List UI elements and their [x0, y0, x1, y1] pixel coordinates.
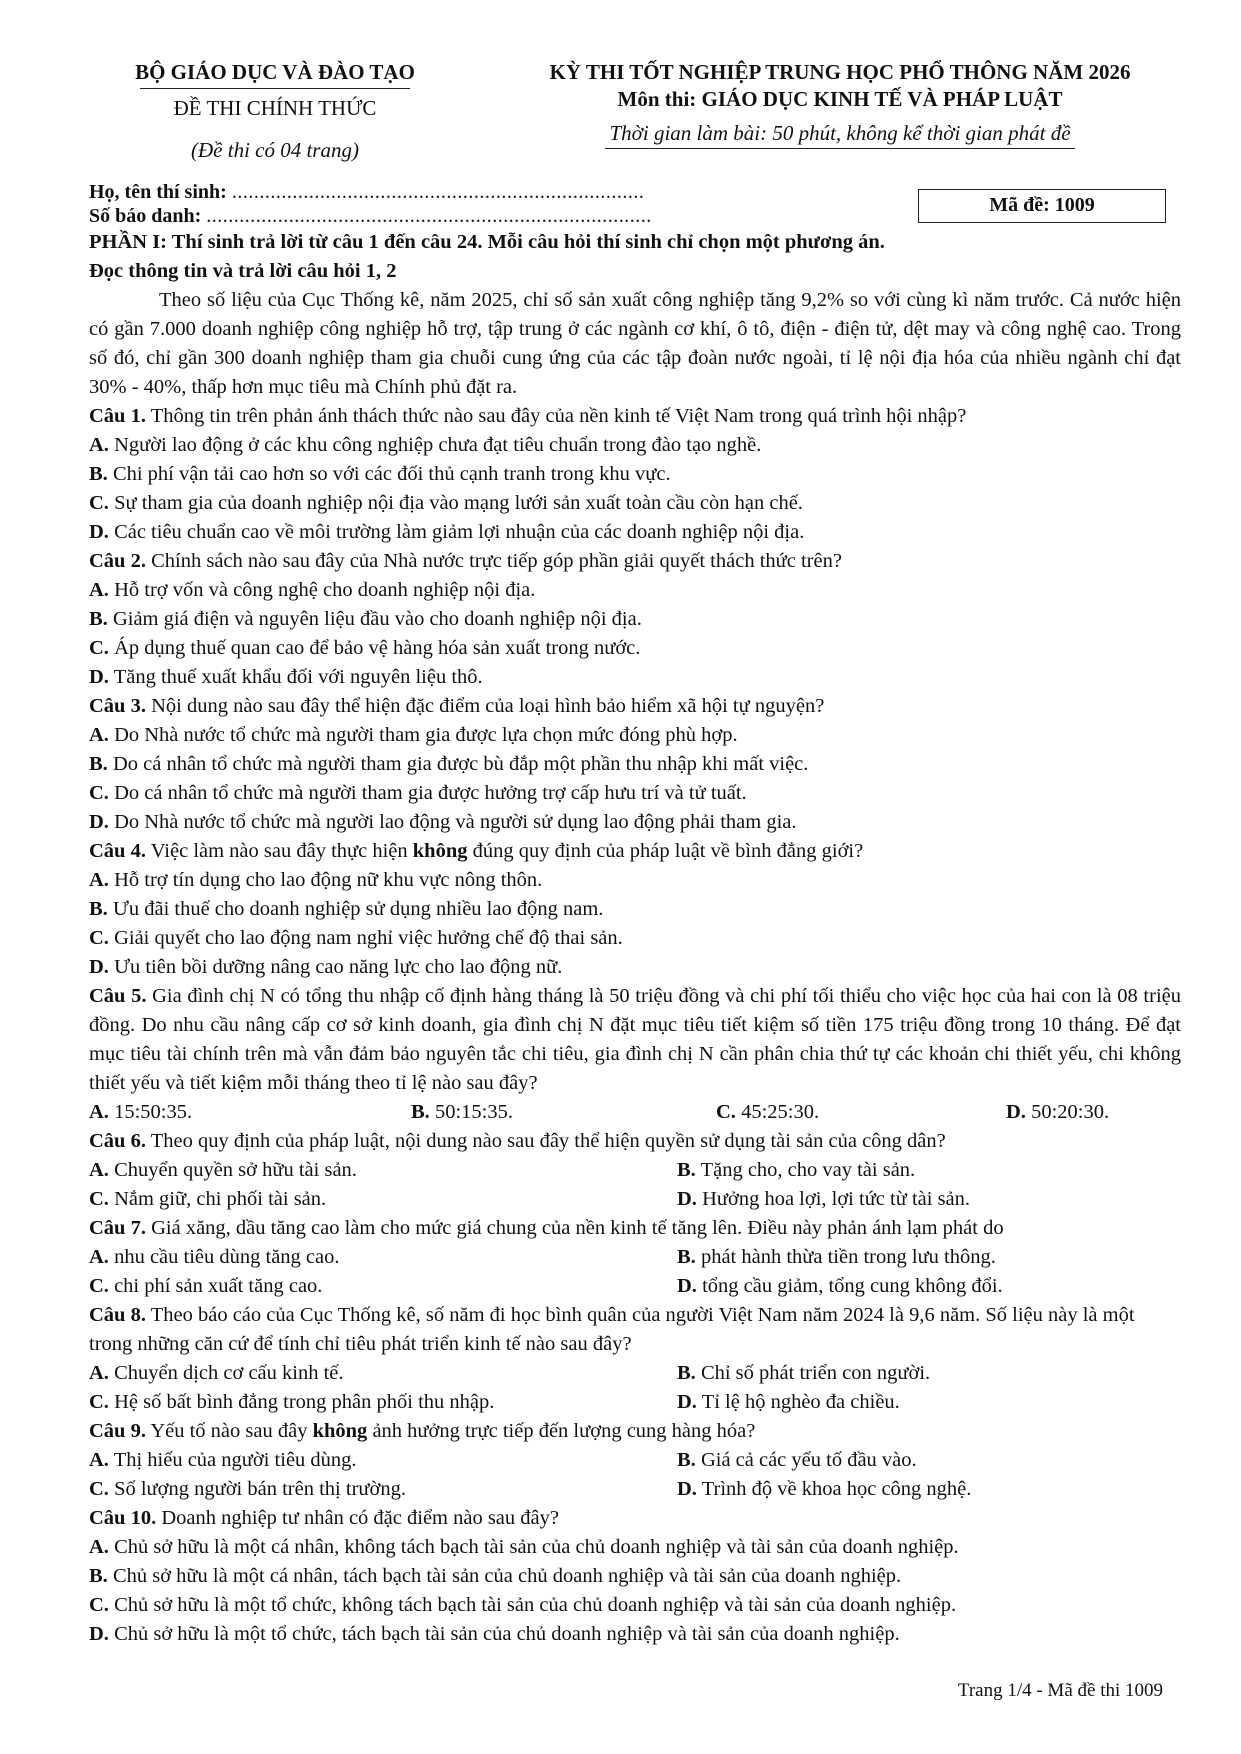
question-2	[89, 547, 1181, 576]
options-grid	[89, 1243, 1181, 1301]
option-letter: D.	[677, 1391, 697, 1413]
question-10	[89, 1504, 1181, 1533]
option-d[interactable]	[677, 1475, 1181, 1504]
question-emphasis: không	[412, 840, 468, 862]
exam-code-box: Mã đề: 1009	[918, 189, 1166, 223]
option-letter: B.	[89, 463, 108, 485]
option-text: 50:15:35.	[429, 1101, 513, 1123]
option-letter: A.	[89, 1449, 109, 1471]
question-4	[89, 837, 1181, 866]
question-emphasis: không	[312, 1420, 368, 1442]
option-d[interactable]	[89, 518, 1181, 547]
option-a[interactable]	[89, 1243, 677, 1272]
option-text: Các tiêu chuẩn cao về môi trường làm giảm lợi nhuận của các doanh nghiệp nội địa.	[108, 521, 805, 543]
option-b[interactable]	[89, 895, 1181, 924]
question-text: Theo quy định của pháp luật, nội dung nào sau đây thể hiện quyền sử dụng tài sản của công dân?	[145, 1130, 946, 1152]
option-letter: A.	[89, 1362, 109, 1384]
option-text: Trình độ về khoa học công nghệ.	[696, 1478, 972, 1500]
option-text: Chi phí vận tải cao hơn so với các đối thủ cạnh tranh trong khu vực.	[107, 463, 671, 485]
page-count-note: (Đề thi có 04 trang)	[191, 138, 359, 162]
option-a[interactable]	[89, 721, 1181, 750]
option-text: Giá cả các yếu tố đầu vào.	[695, 1449, 917, 1471]
option-c[interactable]	[89, 924, 1181, 953]
option-b[interactable]	[677, 1446, 1181, 1475]
option-c[interactable]	[89, 634, 1181, 663]
option-a[interactable]	[89, 576, 1181, 605]
option-letter: C.	[89, 492, 109, 514]
option-letter: D.	[677, 1275, 697, 1297]
option-letter: C.	[89, 1478, 109, 1500]
candidate-id-field[interactable]: .................................................................................	[206, 205, 652, 227]
option-a[interactable]	[89, 1098, 411, 1127]
option-a[interactable]	[89, 1533, 1181, 1562]
option-letter: C.	[716, 1101, 736, 1123]
option-letter: A.	[89, 579, 109, 601]
option-letter: C.	[89, 782, 109, 804]
option-letter: C.	[89, 927, 109, 949]
option-text: Tặng cho, cho vay tài sản.	[695, 1159, 916, 1181]
option-letter: A.	[89, 1246, 109, 1268]
option-letter: C.	[89, 1391, 109, 1413]
question-6	[89, 1127, 1181, 1156]
option-text: Số lượng người bán trên thị trường.	[108, 1478, 406, 1500]
option-letter: A.	[89, 434, 109, 456]
option-text: Thị hiếu của người tiêu dùng.	[108, 1449, 357, 1471]
option-a[interactable]	[89, 1446, 677, 1475]
candidate-id-line	[89, 203, 652, 229]
option-d[interactable]	[89, 953, 1181, 982]
option-text: Hỗ trợ tín dụng cho lao động nữ khu vực nông thôn.	[108, 869, 543, 891]
question-7	[89, 1214, 1181, 1243]
question-label: Câu 3.	[89, 695, 146, 717]
exam-time: Thời gian làm bài: 50 phút, không kể thời gian phát đề	[609, 121, 1071, 145]
option-b[interactable]	[677, 1359, 1181, 1388]
option-c[interactable]	[89, 779, 1181, 808]
question-label: Câu 5.	[89, 985, 147, 1007]
option-text: Chuyển dịch cơ cấu kinh tế.	[108, 1362, 344, 1384]
option-letter: B.	[677, 1449, 696, 1471]
option-b[interactable]	[89, 605, 1181, 634]
option-letter: C.	[89, 637, 109, 659]
question-8	[89, 1301, 1181, 1359]
exam-content	[89, 228, 1181, 1649]
option-d[interactable]	[89, 1620, 1181, 1649]
option-text: 15:50:35.	[108, 1101, 193, 1123]
options-row	[89, 1098, 1181, 1127]
option-d[interactable]	[1006, 1098, 1181, 1127]
option-b[interactable]	[677, 1243, 1181, 1272]
option-text: Do cá nhân tổ chức mà người tham gia được bù đắp một phần thu nhập khi mất việc.	[107, 753, 809, 775]
question-text: Yếu tố nào sau đây	[145, 1420, 313, 1442]
question-text: Doanh nghiệp tư nhân có đặc điểm nào sau đây?	[156, 1507, 559, 1529]
question-text: Việc làm nào sau đây thực hiện	[145, 840, 413, 862]
time-divider	[605, 148, 1075, 149]
option-text: Chỉ số phát triển con người.	[695, 1362, 931, 1384]
option-text: nhu cầu tiêu dùng tăng cao.	[108, 1246, 340, 1268]
option-a[interactable]	[89, 431, 1181, 460]
ministry-name: BỘ GIÁO DỤC VÀ ĐÀO TẠO	[135, 60, 415, 84]
option-text: Tăng thuế xuất khẩu đối với nguyên liệu thô.	[108, 666, 483, 688]
option-a[interactable]	[89, 866, 1181, 895]
question-label: Câu 6.	[89, 1130, 146, 1152]
question-text: Nội dung nào sau đây thể hiện đặc điểm của loại hình bảo hiểm xã hội tự nguyện?	[145, 695, 825, 717]
option-d[interactable]	[677, 1272, 1181, 1301]
option-text: Do cá nhân tổ chức mà người tham gia được hưởng trợ cấp hưu trí và tử tuất.	[108, 782, 747, 804]
option-text: Giải quyết cho lao động nam nghỉ việc hưởng chế độ thai sản.	[108, 927, 623, 949]
option-text: Ưu tiên bồi dưỡng nâng cao năng lực cho lao động nữ.	[108, 956, 563, 978]
option-letter: C.	[89, 1275, 109, 1297]
option-d[interactable]	[677, 1388, 1181, 1417]
option-b[interactable]	[411, 1098, 716, 1127]
question-5	[89, 982, 1181, 1098]
option-c[interactable]	[716, 1098, 1006, 1127]
option-text: Ưu đãi thuế cho doanh nghiệp sử dụng nhiều lao động nam.	[107, 898, 604, 920]
option-text: Chủ sở hữu là một cá nhân, tách bạch tài sản của chủ doanh nghiệp và tài sản của doanh nghiệp.	[107, 1565, 902, 1587]
option-letter: A.	[89, 1101, 109, 1123]
question-label: Câu 8.	[89, 1304, 146, 1326]
option-letter: A.	[89, 1536, 109, 1558]
option-letter: B.	[677, 1159, 696, 1181]
option-d[interactable]	[89, 808, 1181, 837]
option-text: Hệ số bất bình đẳng trong phân phối thu nhập.	[108, 1391, 495, 1413]
question-text: đúng quy định của pháp luật về bình đẳng giới?	[467, 840, 864, 862]
question-text: Gia đình chị N có tổng thu nhập cố định hàng tháng là 50 triệu đồng và chi phí tối thiểu cho việc học của hai con là 08 triệu đồng. Do nhu cầu nâng cấp cơ sở kinh doanh, gia đình chị N đặt mục tiêu tiết kiệm số tiền 175 triệu đồng trong 10 tháng. Để đạt mục tiêu tài chính trên mà vẫn đảm bảo nguyên tắc chi tiêu, gia đình chị N cần phân chia thứ tự các khoản chi thiết yếu, chi không thiết yếu và tiết kiệm mỗi tháng theo tỉ lệ nào sau đây?	[89, 985, 1181, 1094]
exam-subject: Môn thi: GIÁO DỤC KINH TẾ VÀ PHÁP LUẬT	[617, 87, 1063, 111]
option-letter: B.	[677, 1362, 696, 1384]
options-grid	[89, 1359, 1181, 1417]
candidate-id-label: Số báo danh:	[89, 205, 202, 227]
option-letter: B.	[89, 898, 108, 920]
candidate-name-label: Họ, tên thí sinh:	[89, 181, 227, 203]
option-text: Giảm giá điện và nguyên liệu đầu vào cho doanh nghiệp nội địa.	[107, 608, 642, 630]
question-3	[89, 692, 1181, 721]
option-text: Chủ sở hữu là một tổ chức, tách bạch tài sản của chủ doanh nghiệp và tài sản của doanh nghiệp.	[108, 1623, 900, 1645]
options-grid	[89, 1156, 1181, 1214]
option-text: tổng cầu giảm, tổng cung không đổi.	[696, 1275, 1003, 1297]
option-c[interactable]	[89, 1185, 677, 1214]
page-footer: Trang 1/4 - Mã đề thi 1009	[957, 1680, 1163, 1701]
exam-header	[500, 58, 1180, 149]
reading-passage: Theo số liệu của Cục Thống kê, năm 2025, chỉ số sản xuất công nghiệp tăng 9,2% so với cùng kì năm trước. Cả nước hiện có gần 7.000 doanh nghiệp công nghiệp hỗ trợ, tập trung ở các ngành cơ khí, ô tô, điện - điện tử, dệt may và công nghệ cao. Trong số đó, chỉ gần 300 doanh nghiệp tham gia chuỗi cung ứng của các tập đoàn nước ngoài, tỉ lệ nội địa hóa của nhiều ngành chỉ đạt 30% - 40%, thấp hơn mục tiêu mà Chính phủ đặt ra.	[89, 289, 1181, 398]
option-c[interactable]	[89, 1475, 677, 1504]
question-1	[89, 402, 1181, 431]
option-letter: C.	[89, 1188, 109, 1210]
option-text: 45:25:30.	[735, 1101, 820, 1123]
option-letter: A.	[89, 869, 109, 891]
option-b[interactable]	[677, 1156, 1181, 1185]
option-d[interactable]	[89, 663, 1181, 692]
option-b[interactable]	[89, 750, 1181, 779]
question-label: Câu 10.	[89, 1507, 157, 1529]
option-letter: A.	[89, 1159, 109, 1181]
option-c[interactable]	[89, 1591, 1181, 1620]
option-letter: B.	[89, 1565, 108, 1587]
question-label: Câu 7.	[89, 1217, 146, 1239]
option-c[interactable]	[89, 1388, 677, 1417]
option-letter: B.	[411, 1101, 430, 1123]
question-text: ảnh hưởng trực tiếp đến lượng cung hàng hóa?	[367, 1420, 756, 1442]
reading-heading: Đọc thông tin và trả lời câu hỏi 1, 2	[89, 260, 397, 282]
option-text: Do Nhà nước tổ chức mà người lao động và người sử dụng lao động phải tham gia.	[108, 811, 797, 833]
question-label: Câu 4.	[89, 840, 146, 862]
exam-title: KỲ THI TỐT NGHIỆP TRUNG HỌC PHỔ THÔNG NĂM 2026	[549, 60, 1131, 84]
option-letter: D.	[89, 1623, 109, 1645]
option-letter: A.	[89, 724, 109, 746]
option-letter: D.	[89, 811, 109, 833]
question-text: Thông tin trên phản ánh thách thức nào sau đây của nền kinh tế Việt Nam trong quá trình hội nhập?	[145, 405, 967, 427]
option-letter: D.	[1006, 1101, 1026, 1123]
question-text: Chính sách nào sau đây của Nhà nước trực tiếp góp phần giải quyết thách thức trên?	[145, 550, 842, 572]
header-divider	[140, 88, 410, 89]
option-text: Hưởng hoa lợi, lợi tức từ tài sản.	[696, 1188, 971, 1210]
option-text: phát hành thừa tiền trong lưu thông.	[695, 1246, 996, 1268]
option-text: Sự tham gia của doanh nghiệp nội địa vào mạng lưới sản xuất toàn cầu còn hạn chế.	[108, 492, 803, 514]
option-text: 50:20:30.	[1025, 1101, 1110, 1123]
option-letter: B.	[677, 1246, 696, 1268]
question-label: Câu 1.	[89, 405, 146, 427]
option-b[interactable]	[89, 460, 1181, 489]
option-letter: B.	[89, 608, 108, 630]
option-text: Nắm giữ, chi phối tài sản.	[108, 1188, 327, 1210]
question-label: Câu 9.	[89, 1420, 146, 1442]
option-letter: D.	[89, 666, 109, 688]
option-b[interactable]	[89, 1562, 1181, 1591]
question-text: Theo báo cáo của Cục Thống kê, số năm đi học bình quân của người Việt Nam năm 2024 là 9,6 năm. Số liệu này là một trong những căn cứ để tính chỉ tiêu phát triển kinh tế nào sau đây?	[89, 1304, 1135, 1355]
option-text: chi phí sản xuất tăng cao.	[108, 1275, 323, 1297]
option-letter: B.	[89, 753, 108, 775]
option-text: Hỗ trợ vốn và công nghệ cho doanh nghiệp nội địa.	[108, 579, 536, 601]
option-text: Chủ sở hữu là một tổ chức, không tách bạch tài sản của chủ doanh nghiệp và tài sản của doanh nghiệp.	[108, 1594, 957, 1616]
option-text: Người lao động ở các khu công nghiệp chưa đạt tiêu chuẩn trong đào tạo nghề.	[108, 434, 762, 456]
option-text: Chủ sở hữu là một cá nhân, không tách bạch tài sản của chủ doanh nghiệp và tài sản của doanh nghiệp.	[108, 1536, 959, 1558]
option-letter: D.	[677, 1188, 697, 1210]
candidate-name-field[interactable]: ...........................................................................	[231, 181, 645, 203]
option-text: Áp dụng thuế quan cao để bảo vệ hàng hóa sản xuất trong nước.	[108, 637, 641, 659]
question-text: Giá xăng, dầu tăng cao làm cho mức giá chung của nền kinh tế tăng lên. Điều này phản ánh lạm phát do	[145, 1217, 1004, 1239]
option-text: Do Nhà nước tổ chức mà người tham gia được lựa chọn mức đóng phù hợp.	[108, 724, 738, 746]
ministry-header	[90, 58, 460, 165]
question-label: Câu 2.	[89, 550, 146, 572]
option-letter: D.	[677, 1478, 697, 1500]
part-heading: PHẦN I: Thí sinh trả lời từ câu 1 đến câu 24. Mỗi câu hỏi thí sinh chỉ chọn một phương án.	[89, 231, 885, 253]
option-text: Tỉ lệ hộ nghèo đa chiều.	[696, 1391, 900, 1413]
option-c[interactable]	[89, 489, 1181, 518]
option-a[interactable]	[89, 1359, 677, 1388]
option-letter: D.	[89, 956, 109, 978]
option-a[interactable]	[89, 1156, 677, 1185]
option-c[interactable]	[89, 1272, 677, 1301]
option-text: Chuyển quyền sở hữu tài sản.	[108, 1159, 357, 1181]
option-d[interactable]	[677, 1185, 1181, 1214]
official-label: ĐỀ THI CHÍNH THỨC	[173, 96, 377, 120]
options-grid	[89, 1446, 1181, 1504]
question-9	[89, 1417, 1181, 1446]
candidate-name-line	[89, 179, 644, 205]
option-letter: C.	[89, 1594, 109, 1616]
option-letter: D.	[89, 521, 109, 543]
